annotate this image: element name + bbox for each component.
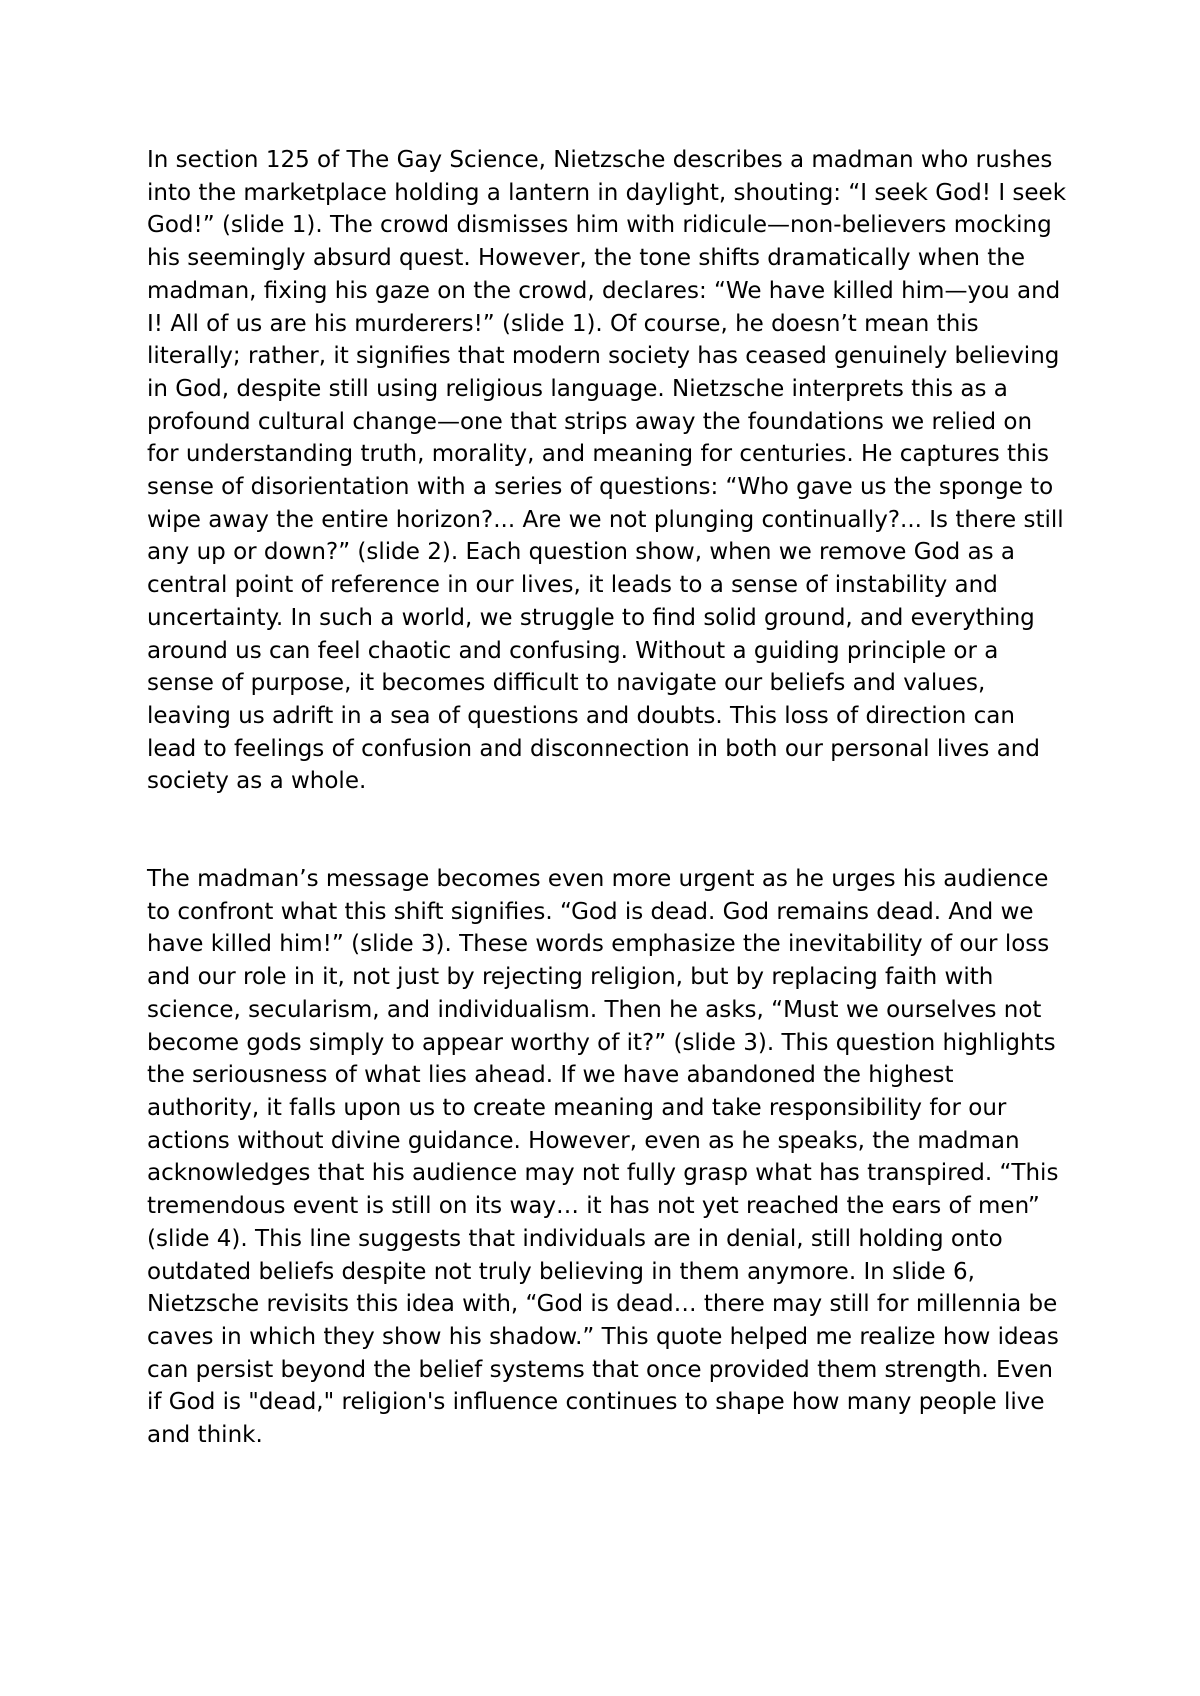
paragraph-1: In section 125 of The Gay Science, Nietzsche describes a madman who rushes into the marketplace holding a lantern in daylight, shouting: “I seek God! I seek God!” (slide 1). The crowd dismisses him with ridicule—non-believers mocking his seemingly absurd quest. However, the tone shifts dramatically when the madman, fixing his gaze on the crowd, declares: “We have killed him—you and I! All of us are his murderers!” (slide 1). Of course, he doesn’t mean this literally; rather, it signifies that modern society has ceased genuinely believing in God, despite still using religious language. Nietzsche interprets this as a profound cultural change—one that strips away the foundations we relied on for understanding truth, morality, and meaning for centuries. He captures this sense of disorientation with a series of questions: “Who gave us the sponge to wipe away the entire horizon?... Are we not plunging continually?... Is there still any up or down?” (slide 2). Each question show, when we remove God as a central point of reference in our lives, it leads to a sense of instability and uncertainty. In such a world, we struggle to find solid ground, and everything around us can feel chaotic and confusing. Without a guiding principle or a sense of purpose, it becomes difficult to navigate our beliefs and values, leaving us adrift in a sea of questions and doubts. This loss of direction can lead to feelings of confusion and disconnection in both our personal lives and society as a whole. — [147, 147, 1067, 795]
paragraph-2: The madman’s message becomes even more urgent as he urges his audience to confront what this shift signifies. “God is dead. God remains dead. And we have killed him!” (slide 3). These words emphasize the inevitability of our loss and our role in it, not just by rejecting religion, but by replacing faith with science, secularism, and individualism. Then he asks, “Must we ourselves not become gods simply to appear worthy of it?” (slide 3). This question highlights the seriousness of what lies ahead. If we have abandoned the highest authority, it falls upon us to create meaning and take responsibility for our actions without divine guidance. However, even as he speaks, the madman acknowledges that his audience may not fully grasp what has transpired. “This tremendous event is still on its way… it has not yet reached the ears of men” (slide 4). This line suggests that individuals are in denial, still holding onto outdated beliefs despite not truly believing in them anymore. In slide 6, Nietzsche revisits this idea with, “God is dead… there may still for millennia be caves in which they show his shadow.” This quote helped me realize how ideas can persist beyond the belief systems that once provided them strength. Even if God is "dead," religion's influence continues to shape how many people live and think. — [147, 866, 1059, 1449]
document-body — [147, 144, 1067, 1452]
